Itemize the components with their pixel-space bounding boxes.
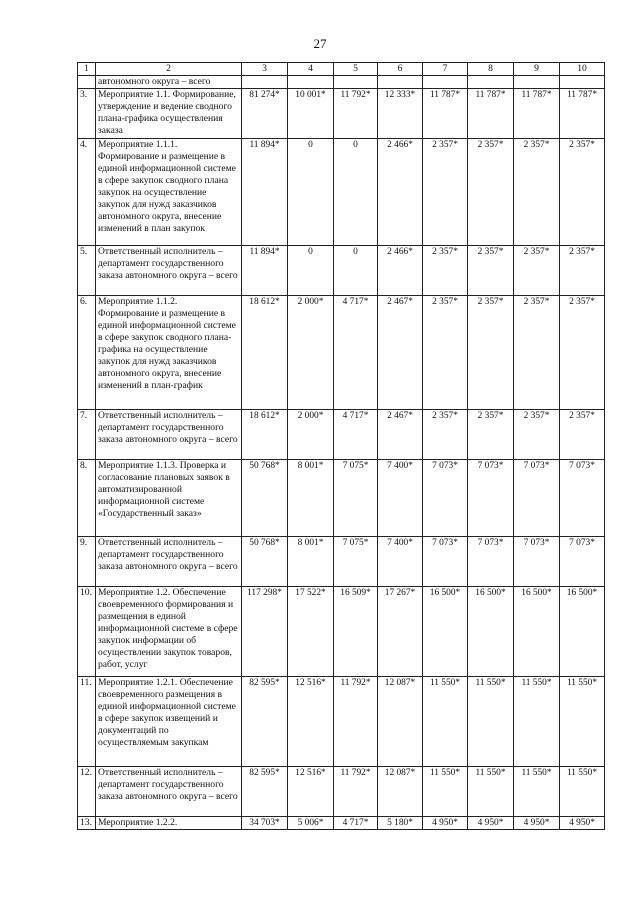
value-cell: 4 950*: [560, 817, 605, 830]
value-cell: 2 000*: [288, 410, 334, 460]
table-row: [78, 817, 605, 830]
value-cell: 7 073*: [468, 460, 514, 537]
value-cell: 12 516*: [288, 677, 334, 767]
column-header: 1: [78, 63, 96, 76]
value-cell: 16 500*: [468, 587, 514, 677]
row-description: Мероприятие 1.1.3. Проверка и согласование плановых заявок в автоматизированной информационной системе «Государственный заказ»: [96, 460, 242, 537]
value-cell: 7 400*: [378, 460, 423, 537]
value-cell: 2 357*: [423, 139, 468, 246]
value-cell: 0: [334, 139, 378, 246]
value-cell: 2 467*: [378, 410, 423, 460]
value-cell: 16 500*: [514, 587, 560, 677]
row-number: 12.: [78, 767, 96, 817]
value-cell: 82 595*: [242, 677, 288, 767]
value-cell: 17 267*: [378, 587, 423, 677]
value-cell: 0: [288, 246, 334, 296]
value-cell: 11 550*: [468, 677, 514, 767]
row-description: Мероприятие 1.2.2.: [96, 817, 242, 830]
value-cell: [560, 76, 605, 89]
page-number: 27: [313, 36, 327, 51]
value-cell: 2 357*: [560, 246, 605, 296]
value-cell: 7 073*: [560, 460, 605, 537]
row-number: 13.: [78, 817, 96, 830]
value-cell: 7 073*: [514, 460, 560, 537]
value-cell: 11 792*: [334, 767, 378, 817]
value-cell: 2 357*: [423, 410, 468, 460]
row-description: Ответственный исполнитель – департамент государственного заказа автономного округа – всего: [96, 537, 242, 587]
value-cell: 12 087*: [378, 767, 423, 817]
value-cell: 10 001*: [288, 89, 334, 139]
value-cell: 81 274*: [242, 89, 288, 139]
value-cell: 7 400*: [378, 537, 423, 587]
value-cell: 2 357*: [560, 296, 605, 410]
value-cell: [242, 76, 288, 89]
table-row: [78, 139, 605, 246]
value-cell: 0: [334, 246, 378, 296]
row-description: Мероприятие 1.1. Формирование, утверждение и ведение сводного плана-графика осуществления заказа: [96, 89, 242, 139]
value-cell: 16 500*: [560, 587, 605, 677]
value-cell: 2 357*: [468, 410, 514, 460]
row-number: 7.: [78, 410, 96, 460]
row-description: Ответственный исполнитель – департамент государственного заказа автономного округа – всего: [96, 246, 242, 296]
row-number: 3.: [78, 89, 96, 139]
table-row: [78, 410, 605, 460]
value-cell: 11 550*: [514, 677, 560, 767]
column-header: 7: [423, 63, 468, 76]
value-cell: 4 950*: [468, 817, 514, 830]
value-cell: 18 612*: [242, 410, 288, 460]
value-cell: 2 357*: [514, 410, 560, 460]
row-description: Мероприятие 1.1.2. Формирование и размещение в единой информационной системе в сфере закупок сводного плана-графика на осуществление закупок для нужд заказчиков автономного округа, внесение изменений в план-график: [96, 296, 242, 410]
table-row: [78, 296, 605, 410]
value-cell: [378, 76, 423, 89]
value-cell: 11 550*: [423, 677, 468, 767]
row-number: 9.: [78, 537, 96, 587]
table-row: [78, 677, 605, 767]
row-number: 11.: [78, 677, 96, 767]
row-description: Мероприятие 1.2.1. Обеспечение своевременного размещения в единой информационной системе в сфере закупок извещений и документаций по осуществляемым закупкам: [96, 677, 242, 767]
table-row: [78, 767, 605, 817]
value-cell: 12 516*: [288, 767, 334, 817]
value-cell: 34 703*: [242, 817, 288, 830]
table-body: [78, 63, 605, 830]
value-cell: 2 466*: [378, 246, 423, 296]
value-cell: 11 550*: [560, 767, 605, 817]
table-row: [78, 587, 605, 677]
budget-table: [77, 62, 605, 830]
value-cell: 11 787*: [468, 89, 514, 139]
value-cell: 2 357*: [514, 139, 560, 246]
row-description: Ответственный исполнитель – департамент государственного заказа автономного округа – всего: [96, 767, 242, 817]
row-description: Ответственный исполнитель – департамент государственного заказа автономного округа – всего: [96, 410, 242, 460]
value-cell: 11 787*: [514, 89, 560, 139]
value-cell: 16 500*: [423, 587, 468, 677]
value-cell: 2 357*: [514, 296, 560, 410]
column-header: 4: [288, 63, 334, 76]
table-header-row: [78, 63, 605, 76]
value-cell: 2 357*: [560, 139, 605, 246]
value-cell: 2 000*: [288, 296, 334, 410]
value-cell: 82 595*: [242, 767, 288, 817]
value-cell: 2 357*: [468, 296, 514, 410]
value-cell: 8 001*: [288, 537, 334, 587]
row-description: Мероприятие 1.1.1. Формирование и размещение в единой информационной системе в сфере закупок сводного плана закупок на осуществление закупок для нужд заказчиков автономного округа, внесение изменений в план закупок: [96, 139, 242, 246]
value-cell: 7 073*: [514, 537, 560, 587]
value-cell: 11 550*: [423, 767, 468, 817]
value-cell: 4 717*: [334, 817, 378, 830]
value-cell: 5 180*: [378, 817, 423, 830]
value-cell: 0: [288, 139, 334, 246]
value-cell: 7 075*: [334, 537, 378, 587]
value-cell: 11 787*: [423, 89, 468, 139]
value-cell: 5 006*: [288, 817, 334, 830]
row-number: 5.: [78, 246, 96, 296]
table-row: [78, 246, 605, 296]
row-description: автономного округа – всего: [96, 76, 242, 89]
column-header: 9: [514, 63, 560, 76]
value-cell: [514, 76, 560, 89]
value-cell: 11 550*: [560, 677, 605, 767]
row-number: 6.: [78, 296, 96, 410]
value-cell: 11 787*: [560, 89, 605, 139]
value-cell: 11 550*: [468, 767, 514, 817]
value-cell: 2 357*: [514, 246, 560, 296]
value-cell: 12 087*: [378, 677, 423, 767]
value-cell: 2 357*: [560, 410, 605, 460]
value-cell: 2 467*: [378, 296, 423, 410]
table-row: [78, 460, 605, 537]
row-description: Мероприятие 1.2. Обеспечение своевременного формирования и размещения в единой информационной системе в сфере закупок информации об осуществлении закупок товаров, работ, услуг: [96, 587, 242, 677]
value-cell: 117 298*: [242, 587, 288, 677]
value-cell: [423, 76, 468, 89]
column-header: 8: [468, 63, 514, 76]
table-row: [78, 89, 605, 139]
value-cell: 17 522*: [288, 587, 334, 677]
value-cell: 4 717*: [334, 296, 378, 410]
column-header: 3: [242, 63, 288, 76]
column-header: 5: [334, 63, 378, 76]
value-cell: 4 950*: [423, 817, 468, 830]
value-cell: 50 768*: [242, 460, 288, 537]
value-cell: 16 509*: [334, 587, 378, 677]
row-number: [78, 76, 96, 89]
value-cell: 4 950*: [514, 817, 560, 830]
value-cell: 7 073*: [423, 537, 468, 587]
value-cell: 18 612*: [242, 296, 288, 410]
value-cell: 4 717*: [334, 410, 378, 460]
table-row: [78, 537, 605, 587]
value-cell: 11 792*: [334, 89, 378, 139]
value-cell: [334, 76, 378, 89]
table-row: [78, 76, 605, 89]
value-cell: 8 001*: [288, 460, 334, 537]
value-cell: 12 333*: [378, 89, 423, 139]
row-number: 8.: [78, 460, 96, 537]
column-header: 2: [96, 63, 242, 76]
value-cell: 7 075*: [334, 460, 378, 537]
row-number: 10.: [78, 587, 96, 677]
column-header: 10: [560, 63, 605, 76]
value-cell: 11 792*: [334, 677, 378, 767]
value-cell: 2 357*: [468, 246, 514, 296]
value-cell: 7 073*: [423, 460, 468, 537]
value-cell: 50 768*: [242, 537, 288, 587]
value-cell: 2 357*: [423, 296, 468, 410]
value-cell: [468, 76, 514, 89]
value-cell: 2 357*: [423, 246, 468, 296]
value-cell: [288, 76, 334, 89]
value-cell: 2 466*: [378, 139, 423, 246]
column-header: 6: [378, 63, 423, 76]
value-cell: 11 894*: [242, 246, 288, 296]
value-cell: 2 357*: [468, 139, 514, 246]
value-cell: 11 550*: [514, 767, 560, 817]
value-cell: 7 073*: [468, 537, 514, 587]
value-cell: 7 073*: [560, 537, 605, 587]
value-cell: 11 894*: [242, 139, 288, 246]
row-number: 4.: [78, 139, 96, 246]
